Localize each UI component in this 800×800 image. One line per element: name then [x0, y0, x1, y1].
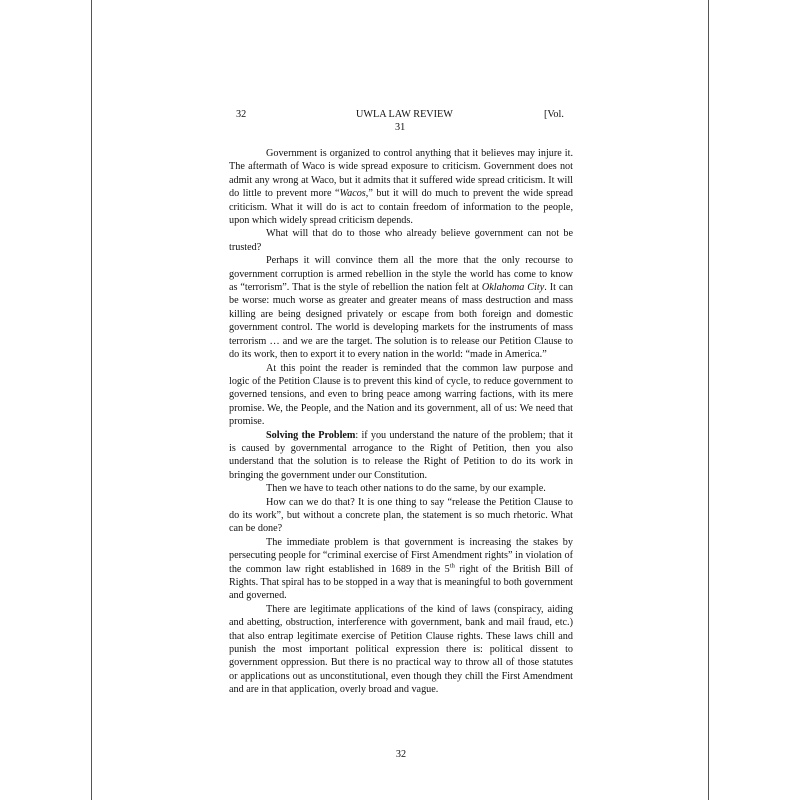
paragraph: Solving the Problem: if you understand the nature of the problem; that it is caused by governmental arrogance to the Right of Petition, then you also understand that the solution is to release the Right of Petition to do its work in bringing the government under our Constitution.: [229, 429, 573, 481]
body-text: [229, 147, 573, 697]
paragraph: Then we have to teach other nations to do the same, by our example.: [266, 483, 546, 495]
section-heading: Solving the Problem: [266, 429, 356, 441]
paragraph: What will that do to those who already believe government can not be trusted?: [229, 228, 573, 253]
paragraph: How can we do that? It is one thing to say “release the Petition Clause to do its work”, but without a concrete plan, the statement is so much rhetoric. What can be done?: [229, 496, 573, 535]
paragraph: Government is organized to control anything that it believes may injure it. The aftermath of Waco is wide spread exposure to criticism. Government does not admit any wrong at Waco, but it admits that it suffered wide spread criticism. It will do little to prevent more “Wacos,” but it will do much to prevent the wide spread criticism. What it will do is act to contain freedom of information to the people, upon which widely spread criticism depends.: [229, 148, 573, 227]
header-journal-title: UWLA LAW REVIEW: [356, 109, 453, 120]
paragraph: The immediate problem is that government is increasing the stakes by persecuting people for “criminal exercise of First Amendment rights” in violation of the common law right established in 1689 in the 5th right of the British Bill of Rights. That spiral has to be stopped in a way that is meaningful to both government and governed.: [229, 536, 573, 602]
paragraph: At this point the reader is reminded that the common law purpose and logic of the Petition Clause is to prevent this kind of cycle, to reduce government to governed tensions, and even to bring peace among warring factions, with its mere promise. We, the People, and the Nation and its government, all of us: We need that promise.: [229, 362, 573, 428]
header-volume-prefix: [Vol.: [544, 109, 564, 120]
italic-term: Oklahoma City: [481, 282, 545, 294]
paragraph: Perhaps it will convince them all the more that the only recourse to government corruption is armed rebellion in the style the world has come to know as “terrorism”. That is the style of rebellion the nation felt at Oklahoma City. It can be worse: much worse as greater and greater means of mass destruction and mass killing are being designed privately or escape from both foreign and domestic government control. The world is developing markets for the instruments of mass terrorism … and we are the target. The solution is to release our Petition Clause to do its work, then to export it to every nation in the world: “made in America.”: [229, 255, 573, 361]
superscript: th: [449, 562, 455, 570]
paragraph: There are legitimate applications of the kind of laws (conspiracy, aiding and abetting, obstruction, interference with government, bank and mail fraud, etc.) that also entrap legitimate exercise of Petition Clause rights. These laws chill and punish the most important political expression there is: political dissent to government oppression. But there is no practical way to throw all of those statutes or applications out as unconstitutional, even though they chill the First Amendment and are in that application, overly broad and vague.: [229, 603, 573, 696]
italic-term: Wacos: [339, 188, 366, 200]
header-volume-number: 31: [395, 122, 406, 133]
document-page: [91, 0, 709, 800]
header-page-number: 32: [236, 109, 247, 120]
footer-page-number: 32: [395, 749, 407, 760]
